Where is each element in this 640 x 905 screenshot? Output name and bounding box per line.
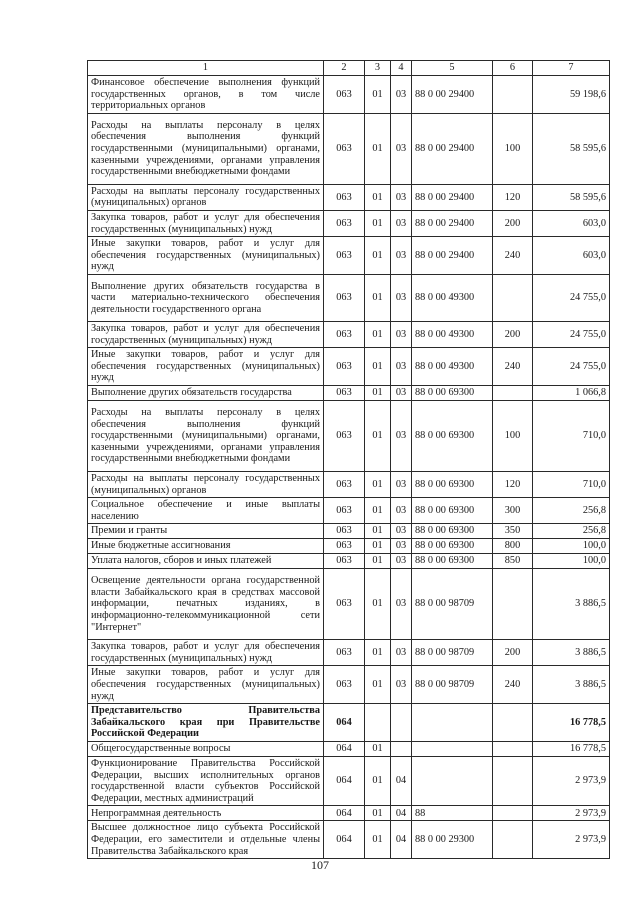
department-code-cell: 063 [324,76,365,114]
budget-table-body [88,61,610,859]
expense-type-code-cell [493,757,533,806]
expense-type-code-cell [493,569,533,640]
column-number: 5 [412,61,493,76]
target-item-code-cell: 88 0 00 29400 [412,76,493,114]
target-item-code-cell: 88 0 00 49300 [412,321,493,347]
expense-type-code-cell [493,704,533,742]
amount-cell: 3 886,5 [533,640,610,666]
expense-type-code-cell [493,385,533,400]
expense-name-cell: Иные закупки товаров, работ и услуг для обеспечения государственных (муниципальных) нужд [88,348,324,386]
subsection-code-cell: 04 [391,806,412,821]
table-row [88,539,610,554]
department-code-cell: 063 [324,210,365,236]
column-number-row [88,61,610,76]
table-row [88,400,610,471]
expense-name-cell: Иные закупки товаров, работ и услуг для обеспечения государственных (муниципальных) нужд [88,666,324,704]
subsection-code-cell: 03 [391,554,412,569]
section-code-cell: 01 [365,237,391,275]
section-code-cell: 01 [365,569,391,640]
amount-cell: 16 778,5 [533,704,610,742]
expense-name-cell: Закупка товаров, работ и услуг для обеспечения государственных (муниципальных) нужд [88,321,324,347]
section-code-cell: 01 [365,640,391,666]
budget-table [87,60,610,859]
amount-cell: 256,8 [533,498,610,524]
subsection-code-cell [391,704,412,742]
budget-table-sheet [87,60,609,859]
expense-type-code-cell: 100 [493,400,533,471]
department-code-cell: 064 [324,757,365,806]
target-item-code-cell: 88 0 00 29400 [412,113,493,184]
expense-name-cell: Иные бюджетные ассигнования [88,539,324,554]
department-code-cell: 064 [324,806,365,821]
column-number: 1 [88,61,324,76]
expense-type-code-cell: 240 [493,666,533,704]
department-code-cell: 063 [324,385,365,400]
target-item-code-cell: 88 0 00 29400 [412,184,493,210]
section-code-cell: 01 [365,471,391,497]
target-item-code-cell: 88 0 00 69300 [412,385,493,400]
table-row [88,210,610,236]
section-code-cell: 01 [365,385,391,400]
expense-name-cell: Представительство Правительства Забайкальского края при Правительстве Российской Федерации [88,704,324,742]
expense-name-cell: Освещение деятельности органа государственной власти Забайкальского края в средствах массовой информации, печатных изданиях, в информационно-телекоммуникационной сети "Интернет" [88,569,324,640]
amount-cell: 2 973,9 [533,757,610,806]
expense-name-cell: Иные закупки товаров, работ и услуг для обеспечения государственных (муниципальных) нужд [88,237,324,275]
subsection-code-cell: 03 [391,348,412,386]
table-row [88,471,610,497]
subsection-code-cell [391,742,412,757]
amount-cell: 3 886,5 [533,569,610,640]
department-code-cell: 063 [324,237,365,275]
department-code-cell: 063 [324,274,365,321]
department-code-cell: 063 [324,640,365,666]
column-number: 3 [365,61,391,76]
department-code-cell: 063 [324,524,365,539]
expense-type-code-cell [493,806,533,821]
expense-name-cell: Общегосударственные вопросы [88,742,324,757]
expense-type-code-cell [493,274,533,321]
expense-type-code-cell [493,76,533,114]
section-code-cell: 01 [365,210,391,236]
subsection-code-cell: 03 [391,400,412,471]
section-code-cell: 01 [365,76,391,114]
amount-cell: 24 755,0 [533,274,610,321]
target-item-code-cell: 88 0 00 69300 [412,471,493,497]
section-code-cell: 01 [365,806,391,821]
section-code-cell: 01 [365,666,391,704]
target-item-code-cell: 88 0 00 69300 [412,400,493,471]
expense-name-cell: Премии и гранты [88,524,324,539]
expense-type-code-cell: 120 [493,471,533,497]
amount-cell: 24 755,0 [533,321,610,347]
section-code-cell: 01 [365,113,391,184]
amount-cell: 59 198,6 [533,76,610,114]
section-code-cell: 01 [365,400,391,471]
subsection-code-cell: 03 [391,210,412,236]
expense-type-code-cell: 240 [493,348,533,386]
table-row [88,524,610,539]
expense-type-code-cell [493,742,533,757]
amount-cell: 1 066,8 [533,385,610,400]
department-code-cell: 063 [324,498,365,524]
target-item-code-cell: 88 0 00 29400 [412,210,493,236]
table-row [88,348,610,386]
expense-type-code-cell: 350 [493,524,533,539]
subsection-code-cell: 03 [391,385,412,400]
section-code-cell: 01 [365,348,391,386]
expense-type-code-cell: 800 [493,539,533,554]
target-item-code-cell: 88 0 00 69300 [412,498,493,524]
subsection-code-cell: 03 [391,666,412,704]
section-code-cell: 01 [365,742,391,757]
subsection-code-cell: 03 [391,539,412,554]
column-number: 4 [391,61,412,76]
department-code-cell: 064 [324,704,365,742]
expense-name-cell: Социальное обеспечение и иные выплаты населению [88,498,324,524]
amount-cell: 256,8 [533,524,610,539]
department-code-cell: 063 [324,569,365,640]
amount-cell: 100,0 [533,539,610,554]
table-row [88,821,610,859]
target-item-code-cell: 88 0 00 98709 [412,569,493,640]
expense-type-code-cell: 200 [493,640,533,666]
expense-name-cell: Функционирование Правительства Российской Федерации, высших исполнительных органов государственной власти субъектов Российской Федерации, местных администраций [88,757,324,806]
amount-cell: 710,0 [533,471,610,497]
section-code-cell: 01 [365,524,391,539]
table-row [88,76,610,114]
expense-name-cell: Расходы на выплаты персоналу государственных (муниципальных) органов [88,471,324,497]
section-code-cell: 01 [365,821,391,859]
target-item-code-cell: 88 0 00 69300 [412,554,493,569]
table-row [88,704,610,742]
table-row [88,385,610,400]
expense-name-cell: Расходы на выплаты персоналу в целях обеспечения выполнения функций государственными (муниципальными) органами, казенными учреждениями, органами управления государственными внебюджетными фондами [88,400,324,471]
expense-name-cell: Финансовое обеспечение выполнения функций государственных органов, в том числе территориальных органов [88,76,324,114]
subsection-code-cell: 03 [391,274,412,321]
amount-cell: 2 973,9 [533,806,610,821]
expense-type-code-cell: 200 [493,210,533,236]
subsection-code-cell: 03 [391,76,412,114]
subsection-code-cell: 03 [391,237,412,275]
expense-name-cell: Выполнение других обязательств государства в части материально-технического обеспечения деятельности государственного органа [88,274,324,321]
expense-name-cell: Уплата налогов, сборов и иных платежей [88,554,324,569]
amount-cell: 24 755,0 [533,348,610,386]
table-row [88,184,610,210]
subsection-code-cell: 03 [391,640,412,666]
section-code-cell: 01 [365,184,391,210]
expense-type-code-cell: 240 [493,237,533,275]
table-row [88,498,610,524]
expense-type-code-cell: 120 [493,184,533,210]
table-row [88,113,610,184]
target-item-code-cell [412,704,493,742]
section-code-cell: 01 [365,554,391,569]
target-item-code-cell: 88 0 00 98709 [412,640,493,666]
department-code-cell: 063 [324,539,365,554]
amount-cell: 2 973,9 [533,821,610,859]
expense-name-cell: Закупка товаров, работ и услуг для обеспечения государственных (муниципальных) нужд [88,640,324,666]
department-code-cell: 063 [324,471,365,497]
department-code-cell: 063 [324,113,365,184]
table-row [88,742,610,757]
table-row [88,757,610,806]
subsection-code-cell: 03 [391,184,412,210]
amount-cell: 58 595,6 [533,184,610,210]
amount-cell: 603,0 [533,237,610,275]
table-row [88,666,610,704]
target-item-code-cell: 88 0 00 69300 [412,539,493,554]
department-code-cell: 064 [324,821,365,859]
table-row [88,554,610,569]
target-item-code-cell: 88 0 00 49300 [412,274,493,321]
amount-cell: 58 595,6 [533,113,610,184]
amount-cell: 603,0 [533,210,610,236]
subsection-code-cell: 04 [391,757,412,806]
amount-cell: 3 886,5 [533,666,610,704]
subsection-code-cell: 03 [391,569,412,640]
column-number: 7 [533,61,610,76]
subsection-code-cell: 04 [391,821,412,859]
target-item-code-cell [412,757,493,806]
target-item-code-cell: 88 0 00 29300 [412,821,493,859]
subsection-code-cell: 03 [391,471,412,497]
subsection-code-cell: 03 [391,113,412,184]
expense-type-code-cell: 300 [493,498,533,524]
table-row [88,569,610,640]
target-item-code-cell: 88 0 00 49300 [412,348,493,386]
department-code-cell: 063 [324,184,365,210]
department-code-cell: 063 [324,554,365,569]
table-row [88,640,610,666]
expense-name-cell: Расходы на выплаты персоналу государственных (муниципальных) органов [88,184,324,210]
table-row [88,274,610,321]
expense-name-cell: Расходы на выплаты персоналу в целях обеспечения выполнения функций государственными (муниципальными) органами, казенными учреждениями, органами управления государственными внебюджетными фондами [88,113,324,184]
section-code-cell: 01 [365,539,391,554]
amount-cell: 710,0 [533,400,610,471]
table-row [88,806,610,821]
expense-name-cell: Выполнение других обязательств государства [88,385,324,400]
expense-name-cell: Закупка товаров, работ и услуг для обеспечения государственных (муниципальных) нужд [88,210,324,236]
department-code-cell: 063 [324,400,365,471]
amount-cell: 16 778,5 [533,742,610,757]
subsection-code-cell: 03 [391,321,412,347]
target-item-code-cell: 88 0 00 29400 [412,237,493,275]
expense-name-cell: Непрограммная деятельность [88,806,324,821]
expense-type-code-cell: 100 [493,113,533,184]
page-number: 107 [311,858,329,872]
department-code-cell: 063 [324,321,365,347]
section-code-cell: 01 [365,498,391,524]
expense-type-code-cell [493,821,533,859]
table-row [88,237,610,275]
amount-cell: 100,0 [533,554,610,569]
expense-type-code-cell: 850 [493,554,533,569]
target-item-code-cell: 88 [412,806,493,821]
target-item-code-cell [412,742,493,757]
target-item-code-cell: 88 0 00 69300 [412,524,493,539]
expense-type-code-cell: 200 [493,321,533,347]
section-code-cell: 01 [365,321,391,347]
column-number: 2 [324,61,365,76]
subsection-code-cell: 03 [391,524,412,539]
department-code-cell: 063 [324,666,365,704]
department-code-cell: 063 [324,348,365,386]
expense-name-cell: Высшее должностное лицо субъекта Российской Федерации, его заместители и отдельные члены Правительства Забайкальского края [88,821,324,859]
table-row [88,321,610,347]
section-code-cell: 01 [365,274,391,321]
column-number: 6 [493,61,533,76]
section-code-cell [365,704,391,742]
section-code-cell: 01 [365,757,391,806]
target-item-code-cell: 88 0 00 98709 [412,666,493,704]
department-code-cell: 064 [324,742,365,757]
subsection-code-cell: 03 [391,498,412,524]
